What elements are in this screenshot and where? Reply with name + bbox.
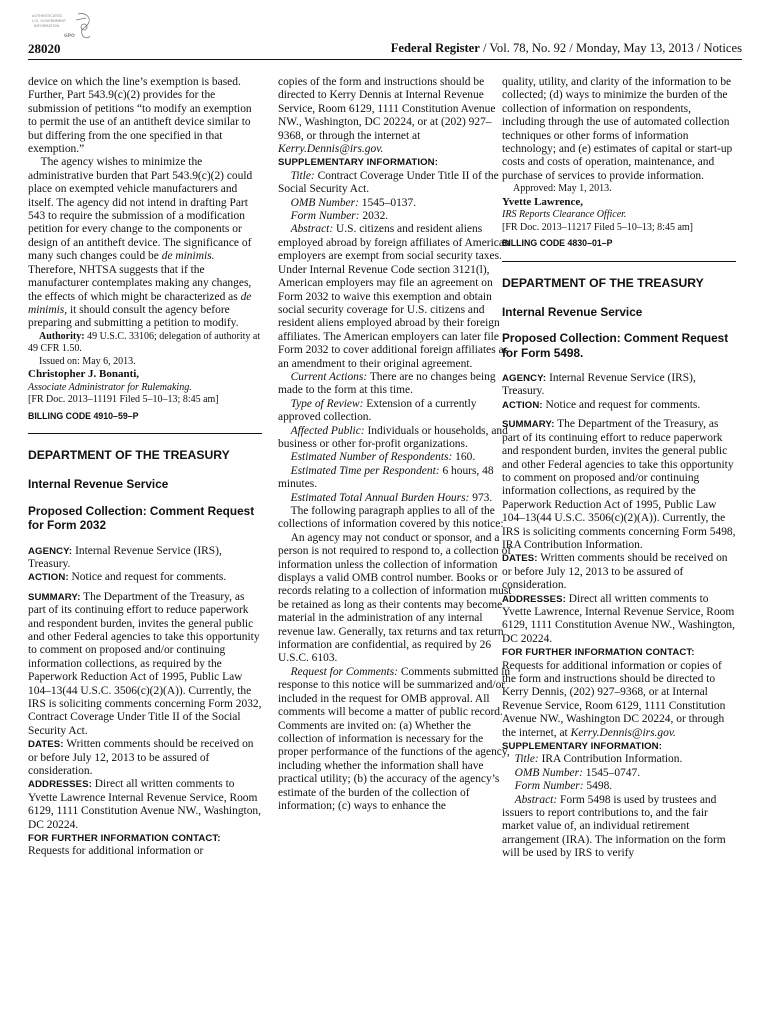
svg-text:INFORMATION: INFORMATION (34, 24, 60, 28)
summary: SUMMARY: The Department of the Treasury, as part of its continuing effort to reduce paperwork and respondent burden, invites the general public and other Federal agencies to take this opportunity to comment on proposed and/or continuing information collections, as required by the Paperwork Reduction Act of 1995, Public Law 104–13(44 U.S.C. 3506(c)(2)(A)). Currently, the IRS is soliciting comments concerning Form 2032, Contract Coverage Under Title II of the Social Security Act. (28, 590, 262, 737)
column-3 (502, 76, 736, 861)
document-title: Proposed Collection: Comment Request for Form 5498. (502, 331, 729, 360)
signer-name: Yvette Lawrence, (502, 195, 584, 208)
running-header (28, 41, 742, 60)
gpo-authenticated-logo (28, 10, 96, 42)
dates: DATES: Written comments should be received on or before July 12, 2013 to be assured of consideration. (502, 552, 728, 592)
agency-heading: Internal Revenue Service (28, 477, 169, 492)
paragraph: The following paragraph applies to all of the collections of information covered by this notice: (278, 505, 504, 531)
signer-name: Christopher J. Bonanti, (28, 368, 140, 381)
paragraph: The agency wishes to minimize the administrative burden that Part 543.9(c)(2) could place on exempted vehicle manufacturers and itself. The agency did not intend in drafting Part 543 to require the submission of a modification petition for every change to the components or design of an antitheft device. The significance of many such changes could be de minimis. Therefore, NHTSA suggests that if the manufacturer contemplates making any changes, the effects of which might be characterized as de minimis, it should consult the agency before preparing and submitting a petition to modify. (28, 156, 253, 330)
ffi-label: FOR FURTHER INFORMATION CONTACT: (502, 647, 695, 659)
paragraph: device on which the line’s exemption is based. Further, Part 543.9(c)(2) provides for the submission of petitions “to modify an exemption to permit the use of an antitheft device similar to but differing from the one specified in that exemption.” (28, 76, 252, 156)
omb-line: OMB Number: 1545–0137. (290, 196, 417, 209)
divider (28, 433, 262, 434)
ffi-text: Requests for additional information or copies of the form and instructions should be directed to Kerry Dennis, (202) 927–9368, or at Internal Revenue Service, Room 6129, 1111 Constitution Avenue NW., Washington DC 20224, or through the internet, at Kerry.Dennis@irs.gov. (502, 659, 726, 739)
abstract: Abstract: Form 5498 is used by trustees and issuers to report contributions to, and the fair market value of, an individual retirement arrangement (IRA). The information on the form will be used by IRS to verify (502, 793, 726, 860)
page-number: 28020 (28, 41, 61, 56)
time-per-respondent: Estimated Time per Respondent: 6 hours, 48 minutes. (278, 464, 494, 491)
affected-public: Affected Public: Individuals or households, and business or other for-profit organizations. (278, 424, 508, 450)
action-line: ACTION: Notice and request for comments. (502, 398, 701, 411)
billing-code: BILLING CODE 4830–01–P (502, 238, 613, 249)
issue-details: / Vol. 78, No. 92 / Monday, May 13, 2013 / Notices (479, 41, 742, 55)
fr-doc: [FR Doc. 2013–11217 Filed 5–10–13; 8:45 am] (502, 221, 694, 233)
paragraph: quality, utility, and clarity of the information to be collected; (d) ways to minimize the burden of the collection of information on respondents, including through the use of automated collection techniques or other forms of information technology; and (e) estimates of capital or start-up costs and costs of operation, maintenance, and purchase of services to provide information. (502, 76, 733, 182)
ffi-text: Requests for additional information or (28, 845, 204, 858)
burden-hours: Estimated Total Annual Burden Hours: 973. (290, 491, 493, 504)
column-2 (278, 76, 512, 813)
approved-date: Approved: May 1, 2013. (513, 183, 612, 195)
respondents: Estimated Number of Respondents: 160. (290, 451, 476, 464)
addresses: ADDRESSES: Direct all written comments to Yvette Lawrence, Internal Revenue Service, Room 6129, 1111 Constitution Avenue NW., Washington, DC 20224. (502, 592, 736, 645)
svg-text:GPO: GPO (64, 34, 75, 39)
authority: Authority: 49 U.S.C. 33106; delegation of authority at 49 CFR 1.50. (28, 330, 261, 355)
svg-text:AUTHENTICATED: AUTHENTICATED (32, 14, 63, 18)
current-actions: Current Actions: There are no changes being made to the form at this time. (278, 370, 496, 397)
summary: SUMMARY: The Department of the Treasury, as part of its continuing effort to reduce paperwork and respondent burden, invites the general public and other Federal agencies to take this opportunity to comment on proposed and/or continuing information collections, as required by the Paperwork Reduction Act of 1995, Public Law 104–13(44 U.S.C. 3506(c)(2)(A)). Currently, the IRS is soliciting comments concerning Form 5498, IRA Contribution Information. (502, 418, 736, 551)
type-of-review: Type of Review: Extension of a currently approved collection. (278, 397, 477, 424)
abstract: Abstract: U.S. citizens and resident aliens employed abroad by foreign affiliates of American employers are exempt from social security taxes. Under Internal Revenue Code section 3121(l), American employers may file an agreement on Form 2032 to waive this exemption and obtain social security coverage for U.S. citizens and resident aliens employed abroad by their foreign affiliates. The American employers can later file Form 2032 to cover additional foreign affiliates as an amendment to their original agreement. (278, 223, 510, 370)
request-for-comments: Request for Comments: Comments submitted in response to this notice will be summarized and/or included in the request for OMB approval. All comments will become a matter of public record. Comments are invited on: (a) Whether the collection of information is necessary for the proper performance of the functions of the agency, including whether the information shall have practical utility; (b) the accuracy of the agency’s estimate of the burden of the collection of information; (c) ways to enhance the (278, 665, 511, 812)
form-line: Form Number: 2032. (290, 210, 389, 223)
email-link[interactable]: Kerry.Dennis@irs.gov. (570, 726, 676, 739)
column-1 (28, 76, 262, 859)
svg-text:U.S. GOVERNMENT: U.S. GOVERNMENT (32, 19, 67, 23)
signer-title: IRS Reports Clearance Officer. (502, 209, 627, 221)
email-link[interactable]: Kerry.Dennis@irs.gov. (278, 143, 384, 156)
journal-title: Federal Register (390, 41, 480, 55)
dates: DATES: Written comments should be received on or before July 12, 2013 to be assured of consideration. (28, 738, 254, 778)
ffi-label: FOR FURTHER INFORMATION CONTACT: (28, 833, 221, 845)
addresses: ADDRESSES: Direct all written comments to Yvette Lawrence Internal Revenue Service, Room 6129, 1111 Constitution Avenue NW., Washington, DC 20224. (28, 778, 262, 831)
department-heading: DEPARTMENT OF THE TREASURY (502, 275, 704, 290)
issued-date: Issued on: May 6, 2013. (39, 355, 136, 367)
department-heading: DEPARTMENT OF THE TREASURY (28, 448, 230, 463)
title-line: Title: IRA Contribution Information. (514, 753, 683, 766)
signer-title: Associate Administrator for Rulemaking. (28, 381, 192, 393)
paragraph: copies of the form and instructions should be directed to Kerry Dennis at Internal Revenue Service, Room 6129, 1111 Constitution Avenue NW., Washington, DC 20224, or at (202) 927–9368, or through the internet at Kerry.Dennis@irs.gov. (278, 76, 496, 156)
form-line: Form Number: 5498. (514, 780, 613, 793)
agency-heading: Internal Revenue Service (502, 304, 643, 319)
paragraph: An agency may not conduct or sponsor, and a person is not required to respond to, a collection of information unless the collection of information displays a valid OMB control number. Books or records relating to a collection of information must be retained as long as their contents may become material in the administration of any internal revenue law. Generally, tax returns and tax return information are confidential, as required by 26 U.S.C. 6103. (278, 531, 512, 665)
agency-line: AGENCY: Internal Revenue Service (IRS), Treasury. (28, 544, 222, 570)
divider (502, 261, 736, 262)
running-head (391, 41, 742, 56)
fr-doc: [FR Doc. 2013–11191 Filed 5–10–13; 8:45 am] (28, 394, 219, 406)
agency-line: AGENCY: Internal Revenue Service (IRS), Treasury. (502, 372, 696, 398)
omb-line: OMB Number: 1545–0747. (514, 766, 641, 779)
billing-code: BILLING CODE 4910–59–P (28, 410, 139, 421)
supplementary-label: SUPPLEMENTARY INFORMATION: (502, 741, 663, 753)
action-line: ACTION: Notice and request for comments. (28, 571, 227, 584)
supplementary-label: SUPPLEMENTARY INFORMATION: (278, 157, 439, 169)
title-line: Title: Contract Coverage Under Title II of the Social Security Act. (278, 169, 499, 196)
document-title: Proposed Collection: Comment Request for Form 2032 (28, 503, 255, 533)
